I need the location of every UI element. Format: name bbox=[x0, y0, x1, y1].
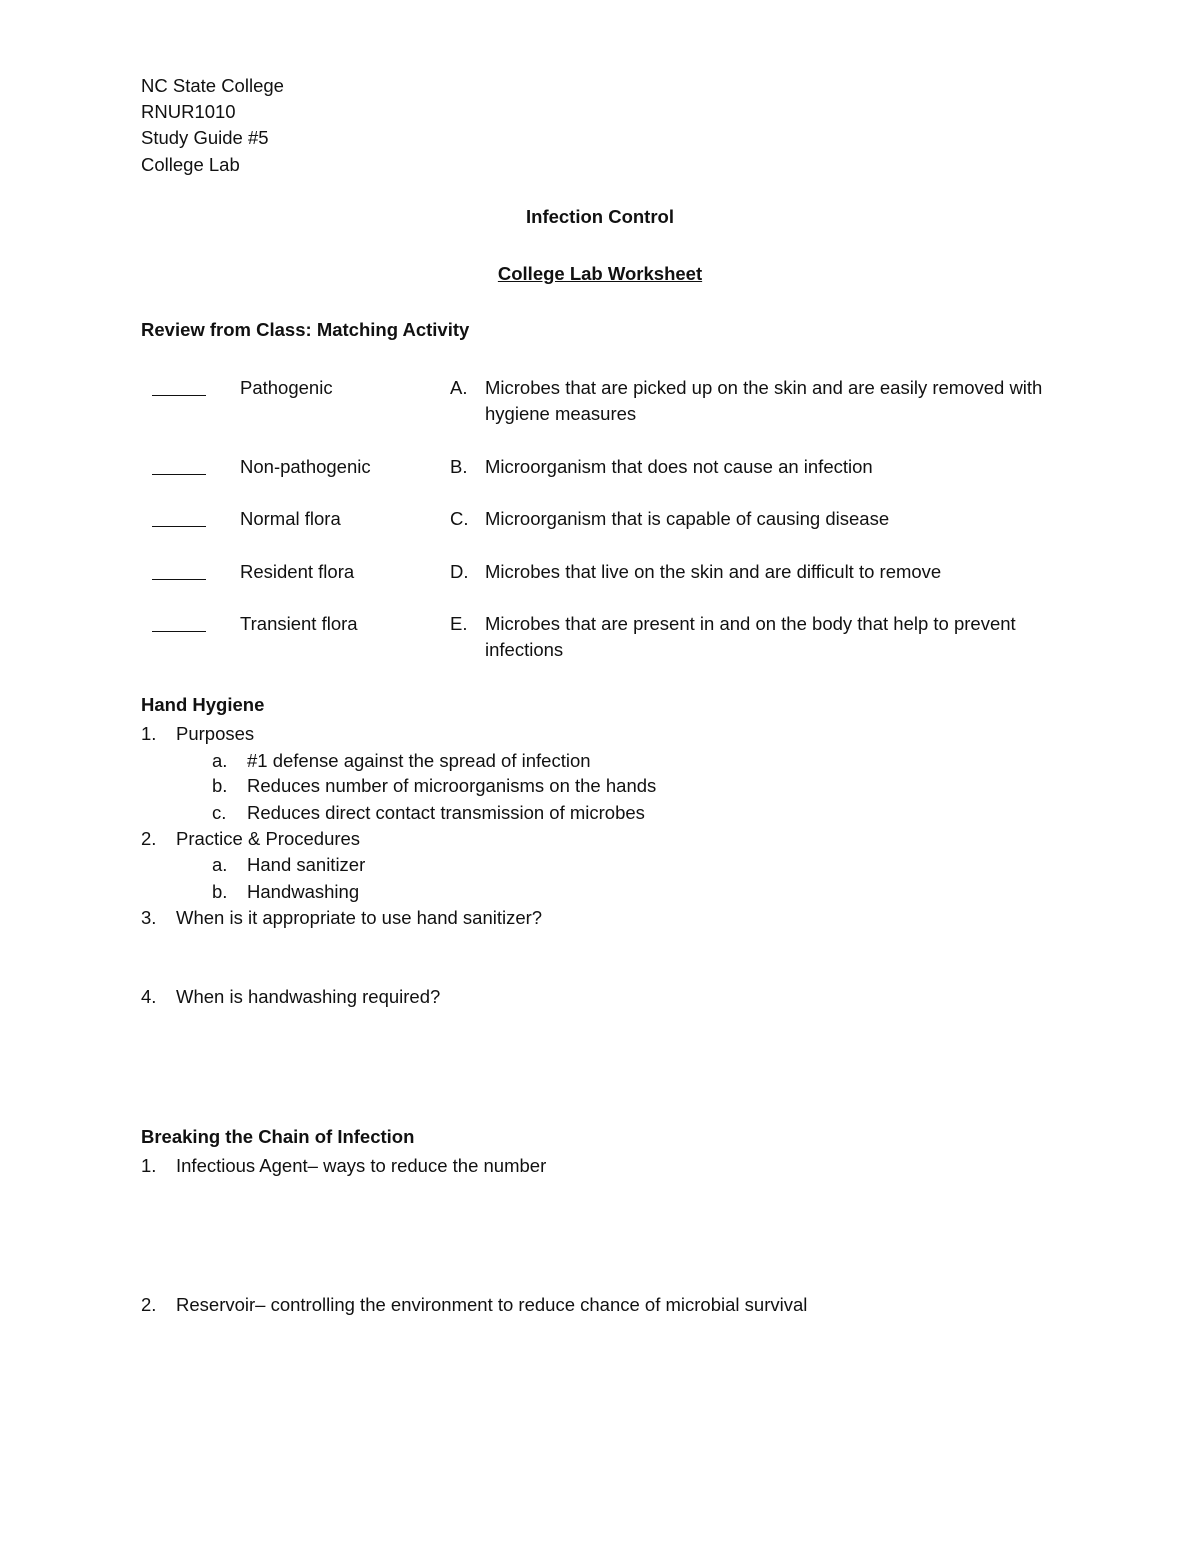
matching-term: Non-pathogenic bbox=[240, 456, 371, 477]
sub-list-letter: b. bbox=[212, 881, 228, 902]
answer-blank[interactable] bbox=[152, 375, 206, 396]
matching-description: Microbes that are present in and on the body that help to prevent infections bbox=[485, 613, 1016, 660]
matching-letter: B. bbox=[450, 456, 468, 477]
header-line-college: NC State College bbox=[141, 75, 284, 96]
matching-description: Microbes that are picked up on the skin and are easily removed with hygiene measures bbox=[485, 377, 1043, 424]
hand-hygiene-heading: Hand Hygiene bbox=[141, 694, 265, 715]
list-item: Reservoir– controlling the environment to reduce chance of microbial survival bbox=[176, 1294, 808, 1315]
answer-blank[interactable] bbox=[152, 559, 206, 580]
list-item: Purposes bbox=[176, 723, 255, 744]
matching-letter: A. bbox=[450, 377, 468, 398]
matching-description: Microorganism that does not cause an infection bbox=[485, 456, 873, 477]
list-number: 2. bbox=[141, 828, 157, 849]
list-number: 4. bbox=[141, 986, 157, 1007]
matching-description: Microbes that live on the skin and are difficult to remove bbox=[485, 561, 942, 582]
question-text: When is handwashing required? bbox=[176, 986, 441, 1007]
matching-description: Microorganism that is capable of causing disease bbox=[485, 508, 890, 529]
page-title: Infection Control bbox=[526, 206, 674, 227]
page-subtitle-wrap bbox=[0, 261, 1200, 287]
matching-term: Pathogenic bbox=[240, 377, 333, 398]
matching-letter: E. bbox=[450, 613, 468, 634]
chain-heading: Breaking the Chain of Infection bbox=[141, 1126, 415, 1147]
sub-list-item: #1 defense against the spread of infection bbox=[247, 750, 591, 771]
list-number: 3. bbox=[141, 907, 157, 928]
matching-term: Normal flora bbox=[240, 508, 341, 529]
sub-list-letter: a. bbox=[212, 854, 228, 875]
page-subtitle: College Lab Worksheet bbox=[497, 263, 703, 284]
answer-blank[interactable] bbox=[152, 454, 206, 475]
answer-blank[interactable] bbox=[152, 611, 206, 632]
matching-term: Transient flora bbox=[240, 613, 358, 634]
sub-list-letter: b. bbox=[212, 775, 228, 796]
list-number: 1. bbox=[141, 723, 157, 744]
sub-list-letter: c. bbox=[212, 802, 227, 823]
sub-list-item: Reduces number of microorganisms on the hands bbox=[247, 775, 657, 796]
answer-blank[interactable] bbox=[152, 506, 206, 527]
list-number: 2. bbox=[141, 1294, 157, 1315]
matching-letter: D. bbox=[450, 561, 469, 582]
header-line-course: RNUR1010 bbox=[141, 101, 236, 122]
sub-list-item: Hand sanitizer bbox=[247, 854, 366, 875]
matching-heading: Review from Class: Matching Activity bbox=[141, 319, 470, 340]
matching-letter: C. bbox=[450, 508, 469, 529]
list-item: Practice & Procedures bbox=[176, 828, 361, 849]
list-number: 1. bbox=[141, 1155, 157, 1176]
list-item: Infectious Agent– ways to reduce the number bbox=[176, 1155, 547, 1176]
sub-list-item: Reduces direct contact transmission of microbes bbox=[247, 802, 645, 823]
matching-term: Resident flora bbox=[240, 561, 355, 582]
question-text: When is it appropriate to use hand sanitizer? bbox=[176, 907, 543, 928]
sub-list-item: Handwashing bbox=[247, 881, 360, 902]
header-line-lab: College Lab bbox=[141, 154, 240, 175]
header-line-guide: Study Guide #5 bbox=[141, 127, 269, 148]
sub-list-letter: a. bbox=[212, 750, 228, 771]
